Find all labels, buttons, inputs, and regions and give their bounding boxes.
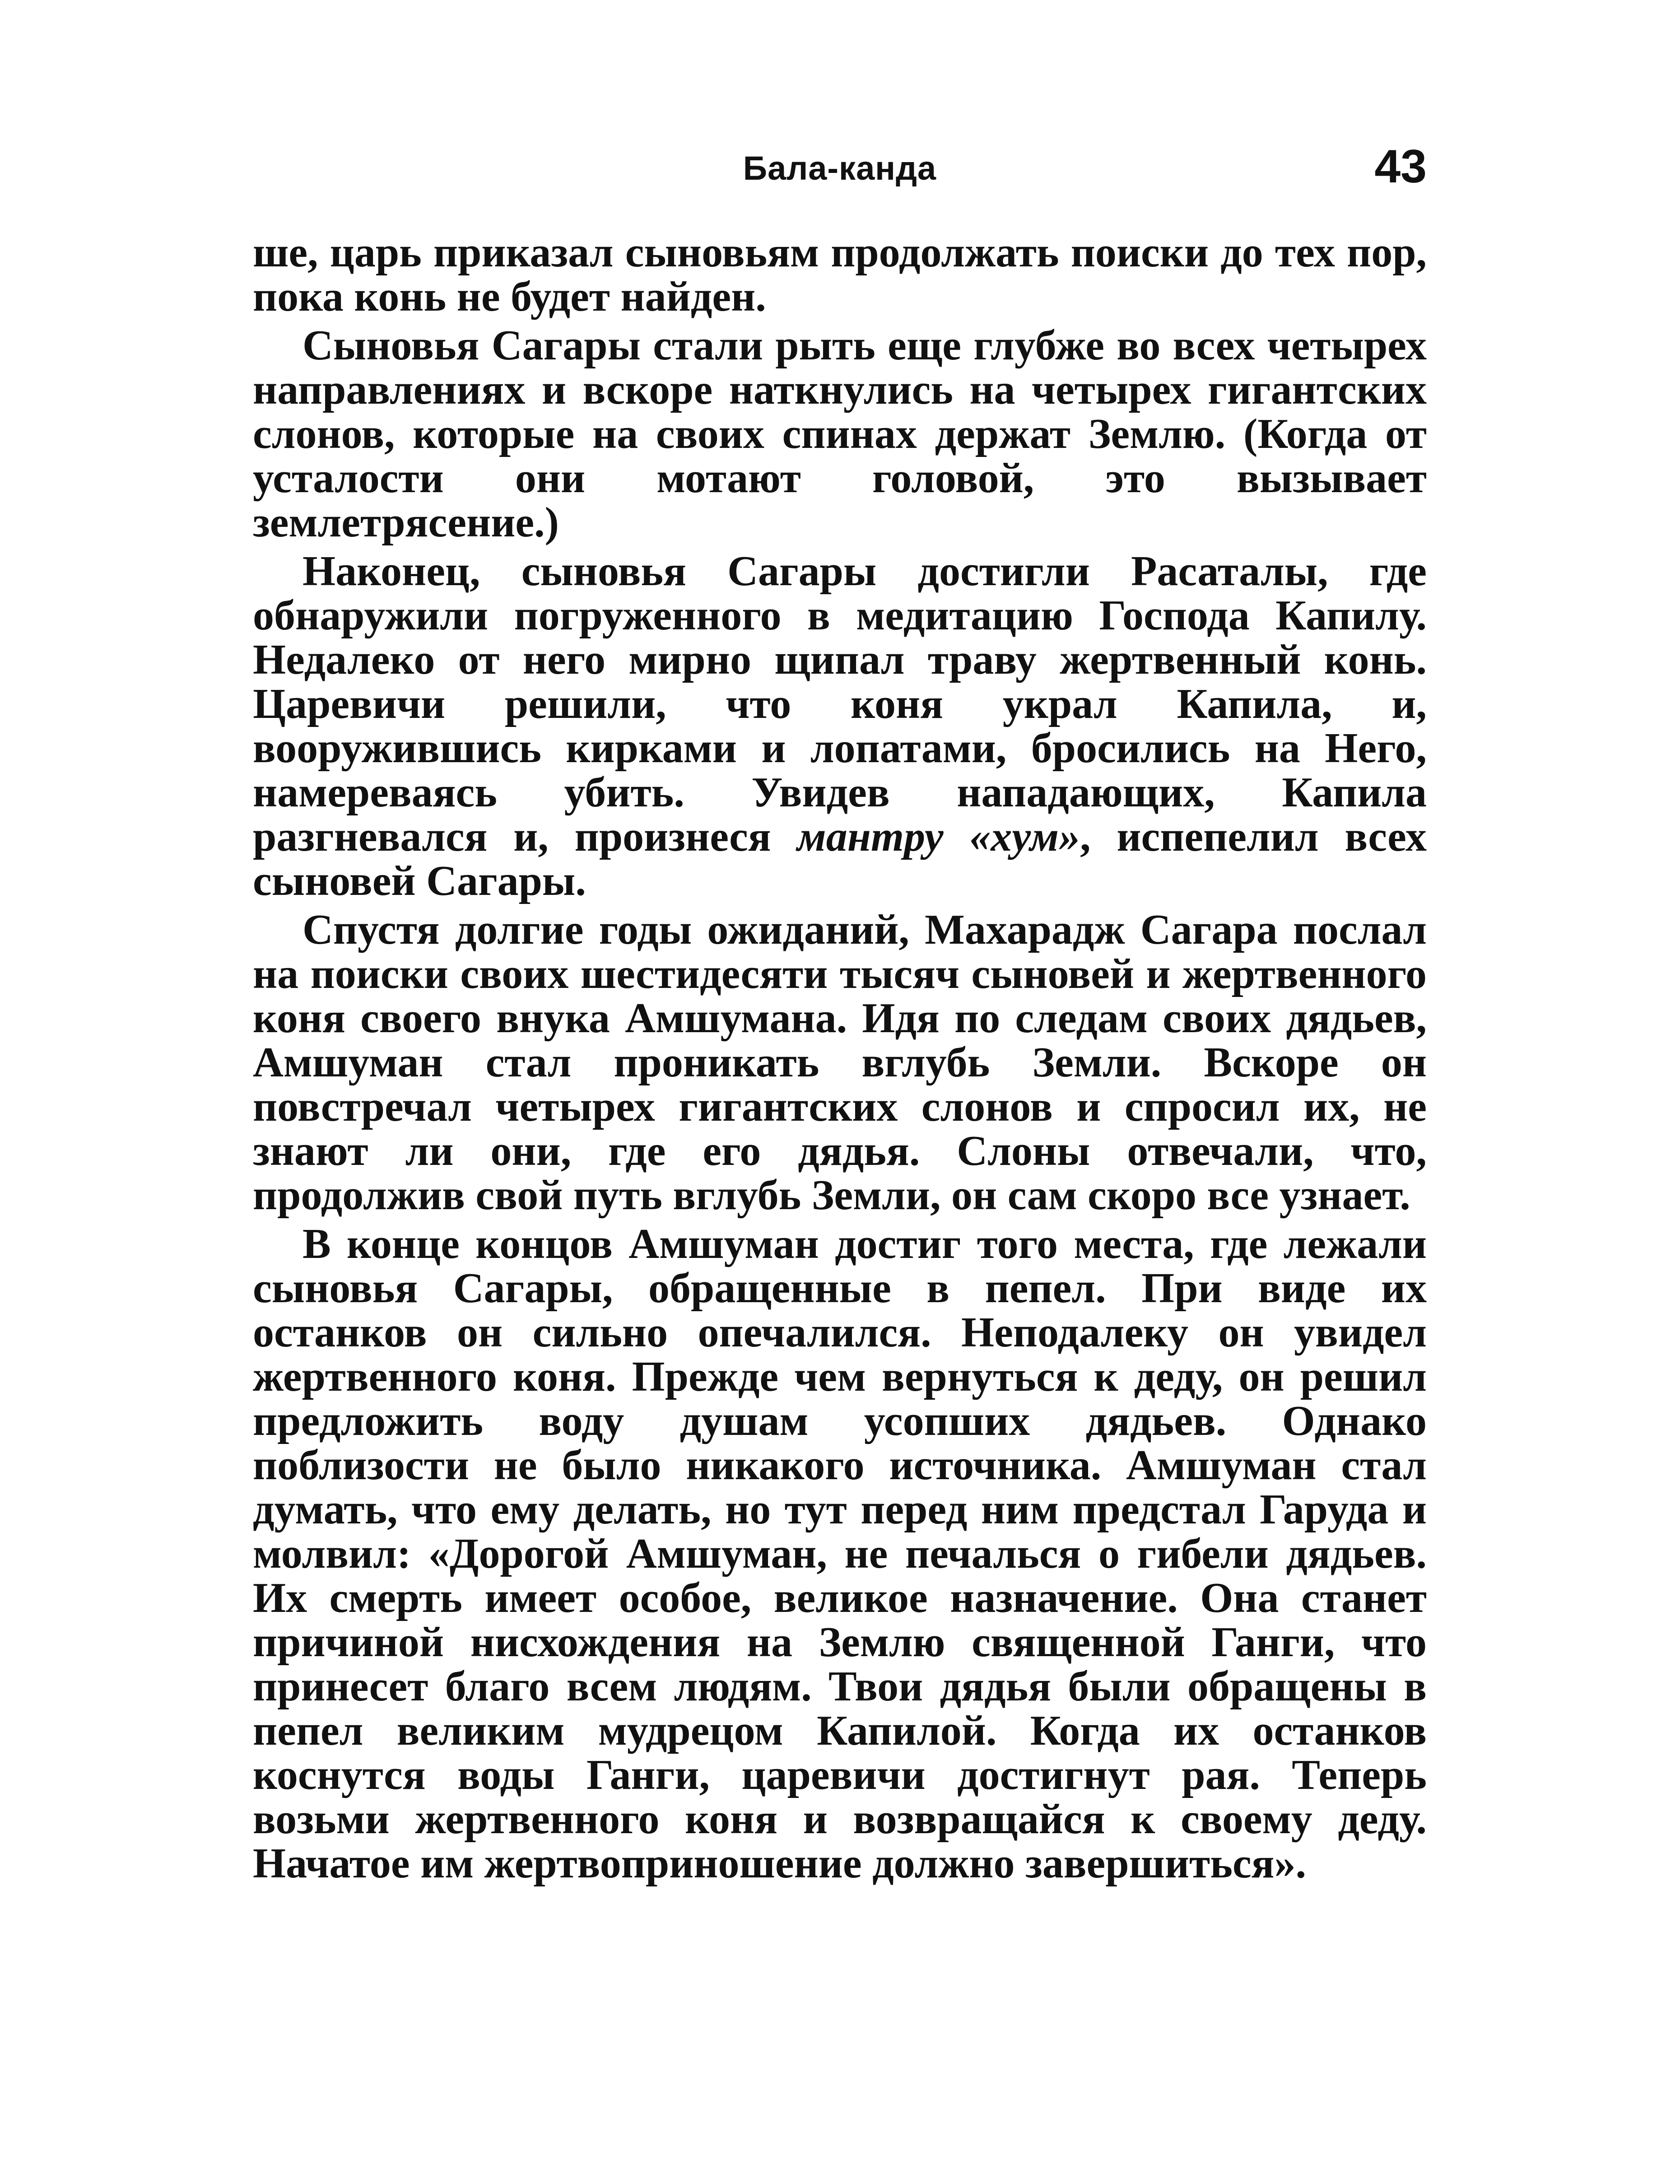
paragraph-3-text: Наконец, сыновья Сагары достигли Расаталы, где обнаружили погруженного в медитацию Господа Капилу. Недалеко от него мирно щипал траву жертвенный конь. Царевичи решили, что коня украл Капила, и, вооружившись кирками и лопатами, бросились на Него, намереваясь убить. Увидев нападающих, Капила разгневался и, произнеся	[253, 548, 1427, 860]
book-page	[253, 135, 1427, 1890]
page-number: 43	[1374, 140, 1427, 193]
paragraph-3-text-after: , испепелил всех сыновей Сагары.	[253, 813, 1427, 904]
paragraph-3	[253, 549, 1427, 903]
paragraph-1-text: ше, царь приказал сыновьям продолжать поиски до тех пор, пока конь не будет найден.	[253, 229, 1427, 320]
paragraph-2-text: Сыновья Сагары стали рыть еще глубже во всех четырех направлениях и вскоре наткнулись на четырех гигантских слонов, которые на своих спинах держат Землю. (Когда от усталости они мотают головой, это вызывает землетрясение.)	[253, 322, 1427, 546]
paragraph-3-italic-mantra: мантру «хум»	[797, 813, 1080, 860]
paragraph-1	[253, 230, 1427, 319]
running-header	[253, 135, 1427, 212]
paragraph-4	[253, 908, 1427, 1217]
paragraph-5-text: В конце концов Амшуман достиг того места, где лежали сыновья Сагары, обращенные в пепел. При виде их останков он сильно опечалился. Неподалеку он увидел жертвенного коня. Прежде чем вернуться к деду, он решил предложить воду душам усопших дядьев. Однако поблизости не было никакого источника. Амшуман стал думать, что ему делать, но тут перед ним предстал Гаруда и молвил: «Дорогой Амшуман, не печалься о гибели дядьев. Их смерть имеет особое, великое назначение. Она станет причиной нисхождения на Землю священной Ганги, что принесет благо всем людям. Твои дядья были обращены в пепел великим мудрецом Капилой. Когда их останков коснутся воды Ганги, царевичи достигнут рая. Теперь возьми жертвенного коня и возвращайся к своему деду. Начатое им жертвоприношение должно завершиться».	[253, 1220, 1427, 1887]
paragraph-4-text: Спустя долгие годы ожиданий, Махарадж Сагара послал на поиски своих шестидесяти тысяч сыновей и жертвенного коня своего внука Амшумана. Идя по следам своих дядьев, Амшуман стал проникать вглубь Земли. Вскоре он повстречал четырех гигантских слонов и спросил их, не знают ли они, где его дядья. Слоны отвечали, что, продолжив свой путь вглубь Земли, он сам скоро все узнает.	[253, 906, 1427, 1219]
running-title: Бала-канда	[743, 149, 937, 187]
paragraph-5	[253, 1222, 1427, 1886]
paragraph-2	[253, 323, 1427, 545]
text-body	[253, 230, 1427, 1886]
